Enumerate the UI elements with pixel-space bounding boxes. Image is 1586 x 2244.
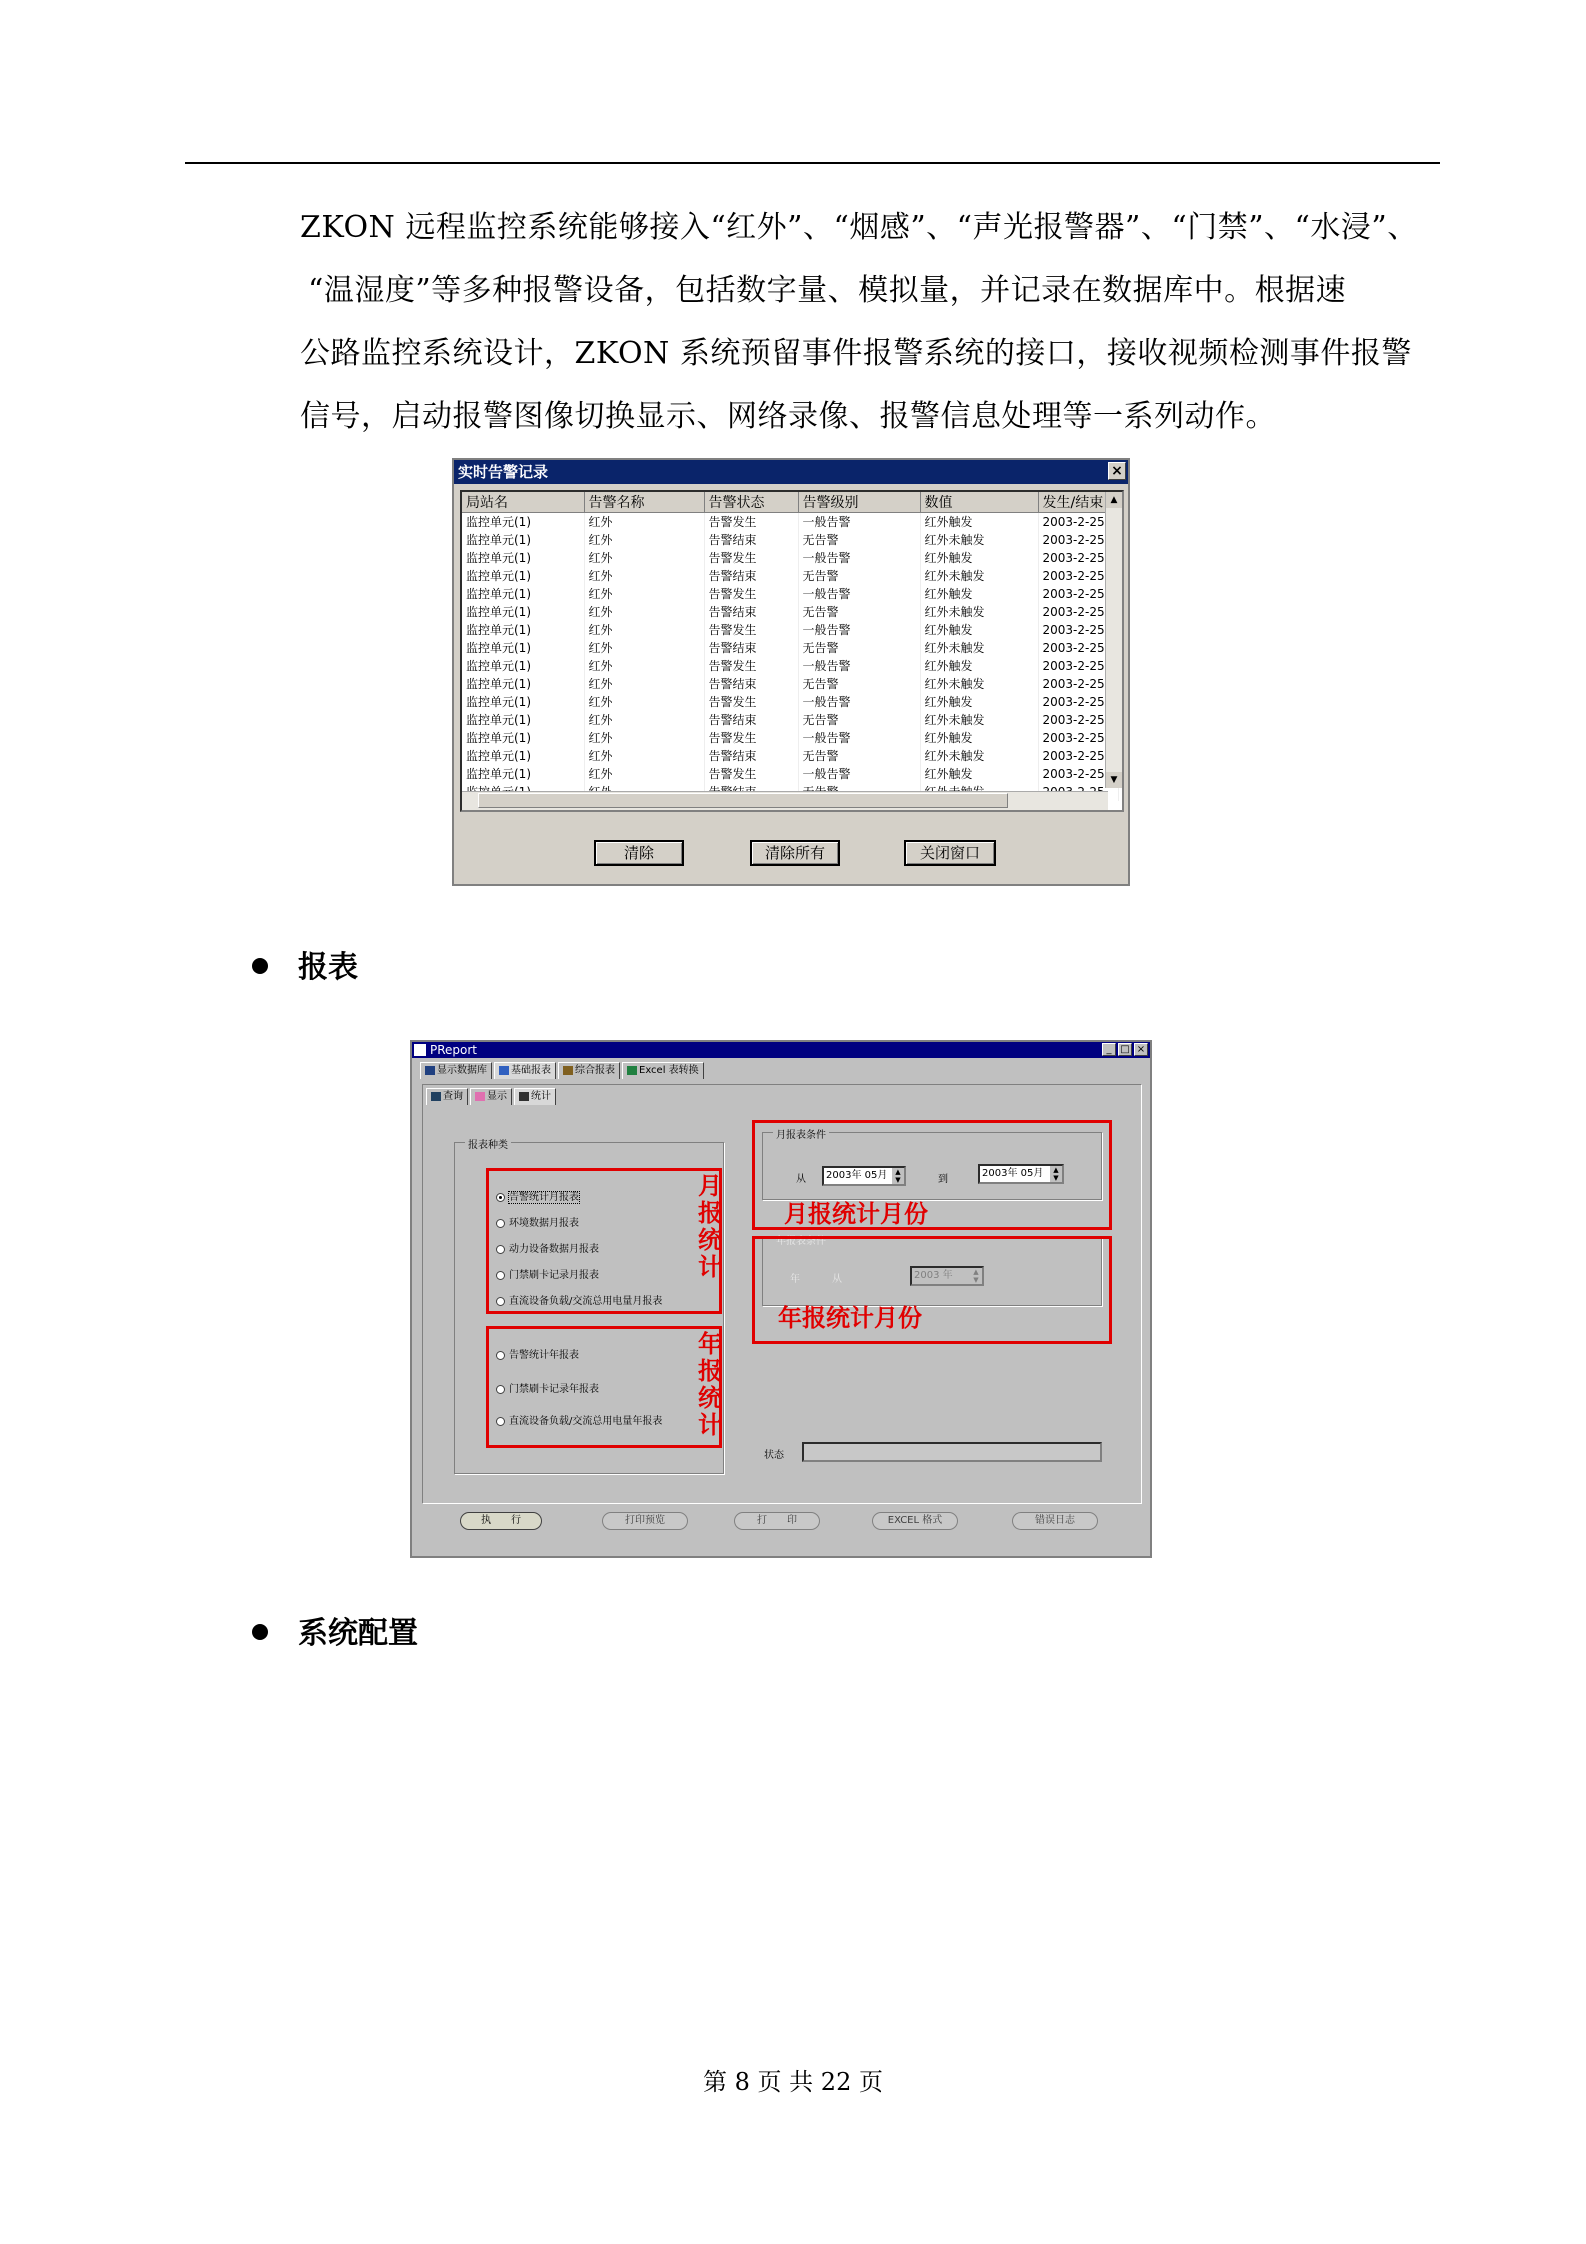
table-cell: 告警结束 (704, 531, 798, 549)
table-cell: 2003-2-25 (1038, 729, 1118, 747)
radio-icon (496, 1193, 505, 1202)
yearly-report-option[interactable] (496, 1412, 662, 1427)
table-cell: 告警发生 (704, 513, 798, 532)
tab-database[interactable]: 显示数据库 (420, 1062, 492, 1079)
table-cell: 2003-2-25 (1038, 657, 1118, 675)
clear-all-button[interactable]: 清除所有 (750, 840, 840, 866)
table-row[interactable] (462, 693, 1118, 711)
option-label: 动力设备数据月报表 (509, 1244, 599, 1255)
table-cell: 红外未触发 (920, 603, 1038, 621)
table-cell: 红外未触发 (920, 531, 1038, 549)
year-from-label: 从 (832, 1274, 842, 1285)
option-label: 环境数据月报表 (509, 1218, 579, 1229)
year-label: 年 (790, 1274, 800, 1285)
yearly-report-option[interactable] (496, 1380, 599, 1395)
table-cell: 红外 (584, 531, 704, 549)
scroll-up-icon[interactable]: ▲ (1106, 492, 1122, 508)
table-cell: 一般告警 (798, 657, 920, 675)
table-cell: 红外触发 (920, 513, 1038, 532)
table-cell: 红外触发 (920, 585, 1038, 603)
intro-paragraph (300, 196, 1430, 448)
from-label: 从 (796, 1174, 806, 1185)
table-cell: 告警结束 (704, 603, 798, 621)
year-condition-label: 年报表条件 (773, 1232, 829, 1247)
table-cell: 2003-2-25 (1038, 639, 1118, 657)
tab-display[interactable]: 显示 (470, 1088, 512, 1105)
year-spinner[interactable]: 2003 年 ▲ ▼ (910, 1266, 984, 1286)
close-icon[interactable]: × (1108, 462, 1126, 480)
monthly-caption: 月报统计月份 (784, 1199, 928, 1228)
monthly-report-option[interactable] (496, 1266, 599, 1281)
table-cell: 监控单元(1) (462, 549, 584, 567)
table-row[interactable] (462, 531, 1118, 549)
close-icon[interactable]: × (1134, 1043, 1148, 1056)
table-cell: 监控单元(1) (462, 603, 584, 621)
maximize-icon[interactable]: □ (1118, 1043, 1132, 1056)
table-cell: 红外 (584, 639, 704, 657)
report-window-title: PReport (430, 1043, 478, 1057)
table-cell: 红外 (584, 549, 704, 567)
section-heading-config (252, 1608, 418, 1652)
spin-arrows-icon: ▲ ▼ (892, 1168, 904, 1184)
month-condition-label: 月报表条件 (773, 1126, 829, 1141)
alarm-window-title: 实时告警记录 (458, 463, 549, 481)
execute-button[interactable]: 执 行 (460, 1512, 542, 1530)
yearly-caption: 年报统计月份 (778, 1303, 922, 1332)
scroll-down-icon[interactable]: ▼ (1106, 772, 1122, 788)
table-cell: 告警发生 (704, 621, 798, 639)
book-icon (563, 1066, 573, 1075)
table-cell: 红外触发 (920, 549, 1038, 567)
section-title: 报表 (298, 950, 358, 985)
month-to-spinner[interactable]: 2003年 05月 ▲ ▼ (978, 1164, 1064, 1184)
alarm-table (462, 492, 1119, 801)
table-row[interactable] (462, 711, 1118, 729)
table-row[interactable] (462, 585, 1118, 603)
table-cell: 一般告警 (798, 621, 920, 639)
table-cell: 红外 (584, 675, 704, 693)
monthly-report-option[interactable] (496, 1214, 579, 1229)
table-cell: 告警结束 (704, 567, 798, 585)
table-cell: 2003-2-25 (1038, 765, 1118, 783)
table-cell: 红外 (584, 513, 704, 532)
table-cell: 监控单元(1) (462, 693, 584, 711)
table-cell: 红外 (584, 765, 704, 783)
monthly-report-option[interactable] (496, 1292, 662, 1307)
table-cell: 2003-2-25 (1038, 567, 1118, 585)
table-cell: 2003-2-25 (1038, 585, 1118, 603)
table-row[interactable] (462, 603, 1118, 621)
table-cell: 红外 (584, 603, 704, 621)
option-label: 告警统计月报表 (509, 1192, 579, 1203)
table-cell: 告警发生 (704, 729, 798, 747)
table-cell: 监控单元(1) (462, 513, 584, 532)
spin-arrows-icon: ▲ ▼ (970, 1268, 982, 1284)
table-cell: 红外触发 (920, 693, 1038, 711)
table-cell: 2003-2-25 (1038, 711, 1118, 729)
table-cell: 红外未触发 (920, 639, 1038, 657)
table-cell: 红外未触发 (920, 675, 1038, 693)
option-label: 门禁刷卡记录年报表 (509, 1384, 599, 1395)
horizontal-scrollbar[interactable] (462, 791, 1108, 810)
table-row[interactable] (462, 765, 1118, 783)
table-row[interactable] (462, 657, 1118, 675)
option-label: 直流设备负载/交流总用电量月报表 (509, 1296, 663, 1307)
print-button[interactable]: 打 印 (734, 1512, 820, 1530)
table-cell: 红外触发 (920, 657, 1038, 675)
table-cell: 监控单元(1) (462, 657, 584, 675)
yearly-annotation: 年报统计 (698, 1329, 722, 1439)
table-cell: 红外 (584, 747, 704, 765)
radio-icon (496, 1297, 505, 1306)
radio-icon (496, 1417, 505, 1426)
table-cell: 告警结束 (704, 675, 798, 693)
table-cell: 监控单元(1) (462, 585, 584, 603)
table-cell: 无告警 (798, 531, 920, 549)
print-preview-button[interactable]: 打印预览 (602, 1512, 688, 1530)
table-cell: 红外未触发 (920, 711, 1038, 729)
table-cell: 2003-2-25 (1038, 531, 1118, 549)
error-log-button[interactable]: 错误日志 (1012, 1512, 1098, 1530)
table-cell: 2003-2-25 (1038, 693, 1118, 711)
table-cell: 监控单元(1) (462, 531, 584, 549)
table-cell: 告警发生 (704, 693, 798, 711)
report-type-label: 报表种类 (465, 1136, 511, 1151)
app-icon (414, 1044, 426, 1056)
table-cell: 无告警 (798, 711, 920, 729)
table-cell: 告警发生 (704, 549, 798, 567)
report-window (410, 1040, 1152, 1558)
section-heading-report (252, 942, 358, 986)
table-cell: 红外 (584, 711, 704, 729)
tab-basic-report[interactable]: 基础报表 (494, 1062, 556, 1079)
table-cell: 红外 (584, 567, 704, 585)
table-row[interactable] (462, 675, 1118, 693)
radio-icon (496, 1351, 505, 1360)
table-cell: 红外触发 (920, 621, 1038, 639)
radio-icon (496, 1219, 505, 1228)
table-cell: 2003-2-25 (1038, 549, 1118, 567)
table-cell: 监控单元(1) (462, 567, 584, 585)
vertical-scrollbar[interactable] (1105, 492, 1122, 788)
bullet-icon (252, 1624, 268, 1640)
report-window-titlebar (412, 1042, 1150, 1058)
tab-query[interactable]: 查询 (426, 1088, 468, 1105)
table-cell: 2003-2-25 (1038, 621, 1118, 639)
table-row[interactable] (462, 621, 1118, 639)
table-cell: 红外 (584, 621, 704, 639)
option-label: 告警统计年报表 (509, 1350, 579, 1361)
close-window-button[interactable]: 关闭窗口 (904, 840, 996, 866)
table-cell: 告警发生 (704, 585, 798, 603)
radio-icon (496, 1385, 505, 1394)
column-header[interactable]: 告警状态 (704, 492, 798, 513)
table-cell: 2003-2-25 (1038, 747, 1118, 765)
table-cell: 告警结束 (704, 747, 798, 765)
table-cell: 监控单元(1) (462, 639, 584, 657)
table-cell: 一般告警 (798, 585, 920, 603)
table-cell: 红外 (584, 729, 704, 747)
table-cell: 告警结束 (704, 711, 798, 729)
to-label: 到 (938, 1174, 948, 1185)
table-row[interactable] (462, 639, 1118, 657)
page-footer: 第 8 页 共 22 页 (703, 2068, 883, 2096)
table-cell: 红外 (584, 693, 704, 711)
table-row[interactable] (462, 513, 1118, 532)
alarm-window-titlebar (454, 460, 1128, 484)
tab-statistics[interactable]: 统计 (514, 1088, 556, 1105)
intro-line: ZKON 远程监控系统能够接入“红外”、“烟感”、“声光报警器”、“门禁”、“水浸”、 (300, 210, 1418, 245)
table-cell: 2003-2-25 (1038, 513, 1118, 532)
table-cell: 监控单元(1) (462, 621, 584, 639)
table-cell: 红外 (584, 585, 704, 603)
monthly-report-option[interactable] (496, 1188, 579, 1203)
table-cell: 无告警 (798, 747, 920, 765)
intro-line: 信号，启动报警图像切换显示、网络录像、报警信息处理等一系列动作。 (300, 399, 1276, 434)
radio-icon (496, 1245, 505, 1254)
bullet-icon (252, 958, 268, 974)
column-header[interactable]: 发生/结束 (1038, 492, 1118, 513)
table-cell: 一般告警 (798, 729, 920, 747)
option-label: 直流设备负载/交流总用电量年报表 (509, 1416, 663, 1427)
excel-icon (627, 1066, 637, 1075)
scroll-thumb[interactable] (478, 793, 1008, 808)
main-tabs (420, 1062, 704, 1078)
table-cell: 无告警 (798, 603, 920, 621)
table-cell: 一般告警 (798, 693, 920, 711)
table-row[interactable] (462, 729, 1118, 747)
table-row[interactable] (462, 549, 1118, 567)
alarm-grid[interactable] (460, 490, 1124, 812)
table-cell: 红外 (584, 657, 704, 675)
table-cell: 红外触发 (920, 765, 1038, 783)
tab-excel-convert[interactable]: Excel 表转换 (622, 1062, 704, 1079)
report-icon (499, 1066, 509, 1075)
intro-line: “温湿度”等多种报警设备，包括数字量、模拟量，并记录在数据库中。根据速 (308, 273, 1347, 308)
table-cell: 红外未触发 (920, 747, 1038, 765)
table-cell: 监控单元(1) (462, 675, 584, 693)
table-cell: 监控单元(1) (462, 765, 584, 783)
table-cell: 一般告警 (798, 549, 920, 567)
table-cell: 无告警 (798, 675, 920, 693)
minimize-icon[interactable]: _ (1102, 1043, 1116, 1056)
table-cell: 红外未触发 (920, 567, 1038, 585)
table-cell: 无告警 (798, 639, 920, 657)
table-row[interactable] (462, 747, 1118, 765)
option-label: 门禁刷卡记录月报表 (509, 1270, 599, 1281)
radio-icon (496, 1271, 505, 1280)
table-cell: 一般告警 (798, 513, 920, 532)
database-icon (425, 1066, 435, 1075)
table-cell: 告警发生 (704, 765, 798, 783)
column-header[interactable]: 告警名称 (584, 492, 704, 513)
monthly-annotation: 月报统计 (698, 1171, 722, 1281)
table-cell: 监控单元(1) (462, 747, 584, 765)
table-cell: 无告警 (798, 567, 920, 585)
excel-format-button[interactable]: EXCEL 格式 (872, 1512, 958, 1530)
table-cell: 一般告警 (798, 765, 920, 783)
status-label: 状态 (764, 1450, 784, 1461)
status-field (802, 1442, 1102, 1462)
alarm-record-window (452, 458, 1130, 886)
yearly-report-option[interactable] (496, 1346, 579, 1361)
clear-button[interactable]: 清除 (594, 840, 684, 866)
table-cell: 告警发生 (704, 657, 798, 675)
month-from-spinner[interactable]: 2003年 05月 ▲ ▼ (822, 1166, 906, 1186)
tab-combined-report[interactable]: 综合报表 (558, 1062, 620, 1079)
intro-line: 公路监控系统设计，ZKON 系统预留事件报警系统的接口，接收视频检测事件报警 (300, 336, 1412, 371)
table-cell: 监控单元(1) (462, 729, 584, 747)
table-cell: 2003-2-25 (1038, 675, 1118, 693)
table-row[interactable] (462, 567, 1118, 585)
table-cell: 告警结束 (704, 639, 798, 657)
table-cell: 红外触发 (920, 729, 1038, 747)
monthly-report-option[interactable] (496, 1240, 599, 1255)
column-header[interactable]: 数值 (920, 492, 1038, 513)
table-cell: 监控单元(1) (462, 711, 584, 729)
header-rule (185, 162, 1440, 164)
column-header[interactable]: 局站名 (462, 492, 584, 513)
table-cell: 2003-2-25 (1038, 603, 1118, 621)
spin-arrows-icon: ▲ ▼ (1050, 1166, 1062, 1182)
column-header[interactable]: 告警级别 (798, 492, 920, 513)
section-title: 系统配置 (298, 1616, 418, 1651)
